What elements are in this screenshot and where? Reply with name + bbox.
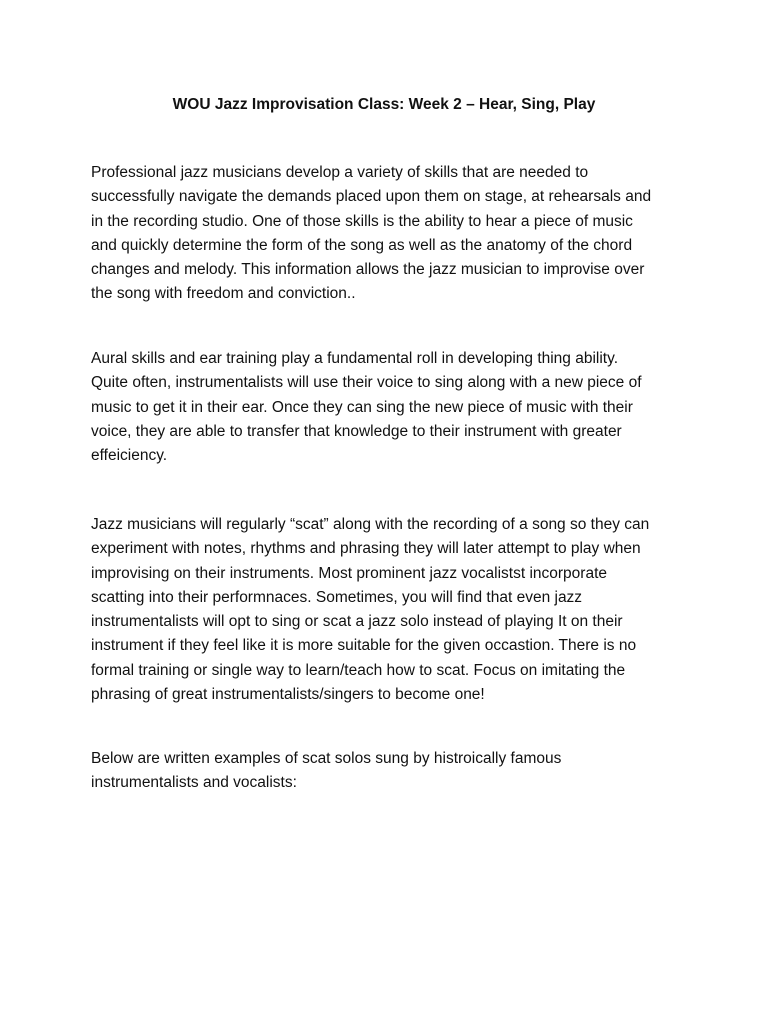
- paragraph-line: Below are written examples of scat solos sung by histroically famous: [91, 750, 562, 767]
- paragraph-line: voice, they are able to transfer that knowledge to their instrument with greater: [91, 422, 622, 440]
- paragraph-line: formal training or single way to learn/teach how to scat. Focus on imitating the: [91, 661, 626, 679]
- paragraph-line: effeiciency.: [91, 447, 168, 465]
- document-title: WOU Jazz Improvisation Class: Week 2 – Hear, Sing, Play: [172, 96, 596, 113]
- paragraph-line: Jazz musicians will regularly “scat” along with the recording of a song so they can: [91, 516, 650, 533]
- paragraph-line: instrument if they feel like it is more suitable for the given occastion. There is no: [91, 637, 637, 655]
- paragraph-line: phrasing of great instrumentalists/singers to become one!: [91, 686, 485, 704]
- paragraph-line: experiment with notes, rhythms and phrasing they will later attempt to play when: [91, 540, 641, 558]
- paragraph-line: scatting into their performnaces. Sometimes, you will find that even jazz: [91, 588, 583, 606]
- paragraph-line: instrumentalists will opt to sing or scat a jazz solo instead of playing It on their: [91, 613, 623, 631]
- paragraph-line: changes and melody. This information allows the jazz musician to improvise over: [91, 261, 645, 279]
- paragraph-line: in the recording studio. One of those skills is the ability to hear a piece of music: [91, 212, 633, 230]
- paragraph-aural-skills: [91, 347, 691, 468]
- paragraph-line: music to get it in their ear. Once they can sing the new piece of music with their: [91, 398, 633, 416]
- paragraph-line: the song with freedom and conviction..: [91, 285, 356, 303]
- paragraph-line: instrumentalists and vocalists:: [91, 774, 297, 792]
- paragraph-line: Aural skills and ear training play a fundamental roll in developing thing ability.: [91, 350, 619, 367]
- paragraph-line: improvising on their instruments. Most prominent jazz vocalistst incorporate: [91, 564, 608, 582]
- paragraph-examples-intro: [91, 747, 691, 796]
- paragraph-scat: [91, 513, 691, 707]
- paragraph-line: successfully navigate the demands placed upon them on stage, at rehearsals and: [91, 188, 652, 206]
- paragraph-line: and quickly determine the form of the song as well as the anatomy of the chord: [91, 236, 633, 254]
- paragraph-line: Quite often, instrumentalists will use their voice to sing along with a new piece of: [91, 374, 642, 392]
- paragraph-professional-skills: [91, 161, 691, 307]
- paragraph-line: Professional jazz musicians develop a variety of skills that are needed to: [91, 164, 589, 181]
